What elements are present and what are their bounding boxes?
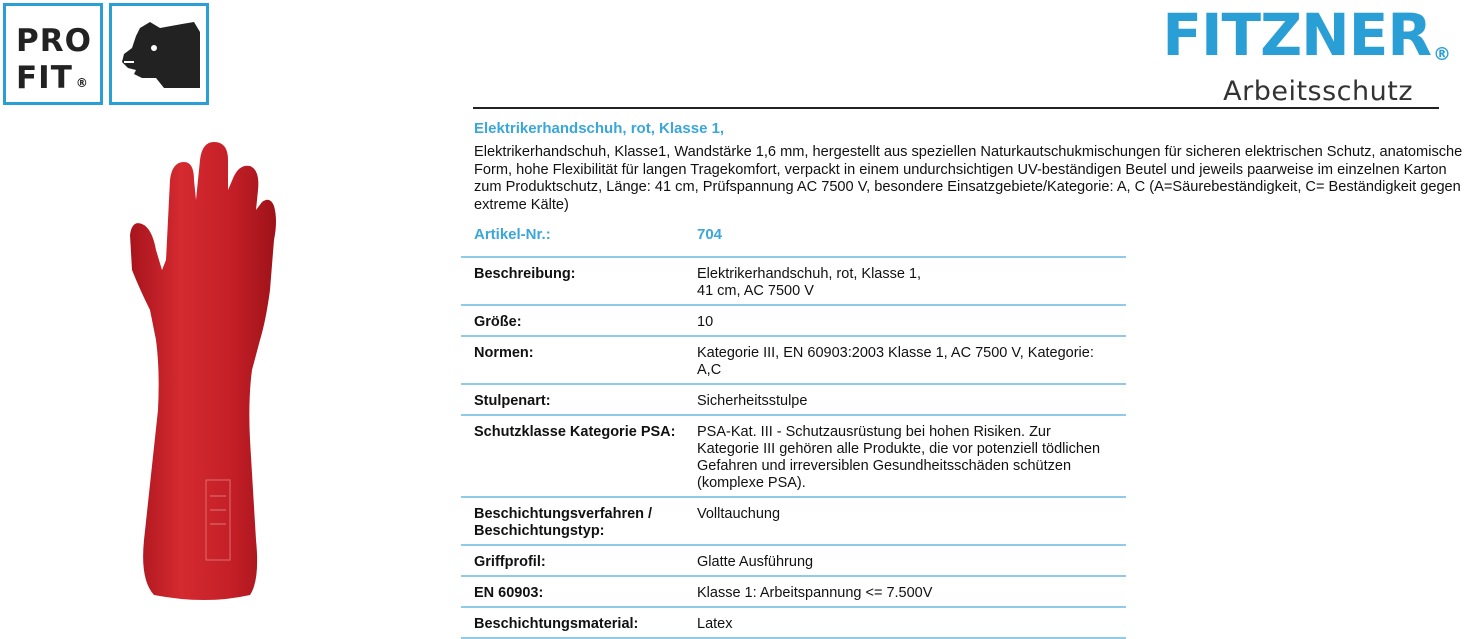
profit-logo-text	[3, 3, 103, 105]
spec-label: Größe:	[461, 305, 697, 336]
profit-logo-fit	[16, 60, 89, 96]
spec-value	[697, 257, 1126, 305]
fitzner-logo	[1160, 1, 1450, 107]
profit-logo-pro: PRO	[16, 23, 92, 59]
table-row	[461, 305, 1126, 336]
fitzner-subtitle: Arbeitsschutz	[1223, 76, 1413, 107]
profit-logo-reg: ®	[75, 76, 89, 90]
spec-label: Normen:	[461, 336, 697, 384]
table-row	[461, 384, 1126, 415]
fitzner-reg: ®	[1433, 44, 1450, 65]
table-row	[461, 257, 1126, 305]
bear-head-icon	[120, 18, 202, 90]
spec-table	[461, 224, 1126, 639]
spec-label: Griffprofil:	[461, 545, 697, 576]
article-label: Artikel-Nr.:	[474, 226, 551, 243]
spec-value: Latex	[697, 607, 1126, 638]
spec-value-line: Elektrikerhandschuh, rot, Klasse 1, 41 cm, AC 7500 V	[697, 266, 922, 299]
spec-label: Schutzklasse Kategorie PSA:	[461, 415, 697, 497]
table-row	[461, 415, 1126, 497]
product-description: Elektrikerhandschuh, Klasse1, Wandstärke 1,6 mm, hergestellt aus speziellen Naturkautschukmischungen für sicheren elektrischen Schutz, anatomische Form, hohe Flexibilität für langen Tragekomfort, verpackt in einem undurchsichtigen UV-beständigen Beutel und jeweils paarweise im einzelnen Karton zum Produktschutz, Länge: 41 cm, Prüfspannung AC 7500 V, besondere Einsatzgebiete/Kategorie: A, C (A=Säurebeständigkeit, C= Beständigkeit gegen extreme Kälte)	[474, 144, 1463, 213]
spec-value: 10	[697, 305, 1126, 336]
spec-value: Volltauchung	[697, 497, 1126, 545]
table-row	[461, 336, 1126, 384]
table-row	[461, 607, 1126, 638]
spec-label: Beschichtungsverfahren / Beschichtungstyp:	[461, 497, 697, 545]
profit-logo-fit-text: FIT	[16, 60, 73, 96]
table-row	[461, 545, 1126, 576]
spec-header-row	[461, 224, 1126, 257]
spec-label: EN 60903:	[461, 576, 697, 607]
header-divider	[473, 107, 1439, 109]
table-row	[461, 497, 1126, 545]
spec-value: Glatte Ausführung	[697, 545, 1126, 576]
profit-logo-bear	[109, 3, 209, 105]
product-title: Elektrikerhandschuh, rot, Klasse 1,	[474, 120, 725, 137]
spec-value: PSA-Kat. III - Schutzausrüstung bei hohen Risiken. Zur Kategorie III gehören alle Produkte, die vor potenziell tödlichen Gefahren und irreversiblen Gesundheitsschäden schützen (komplexe PSA).	[697, 415, 1126, 497]
spec-label: Beschreibung:	[461, 257, 697, 305]
spec-label: Beschichtungsmaterial:	[461, 607, 697, 638]
glove-product-image	[110, 140, 290, 600]
article-number: 704	[697, 226, 723, 243]
spec-value: Sicherheitsstulpe	[697, 384, 1126, 415]
spec-label: Stulpenart:	[461, 384, 697, 415]
table-row	[461, 576, 1126, 607]
fitzner-wordmark-text: FITZNER	[1162, 1, 1431, 69]
spec-value: Kategorie III, EN 60903:2003 Klasse 1, AC 7500 V, Kategorie: A,C	[697, 336, 1126, 384]
fitzner-wordmark	[1162, 1, 1450, 69]
spec-value: Klasse 1: Arbeitspannung <= 7.500V	[697, 576, 1126, 607]
